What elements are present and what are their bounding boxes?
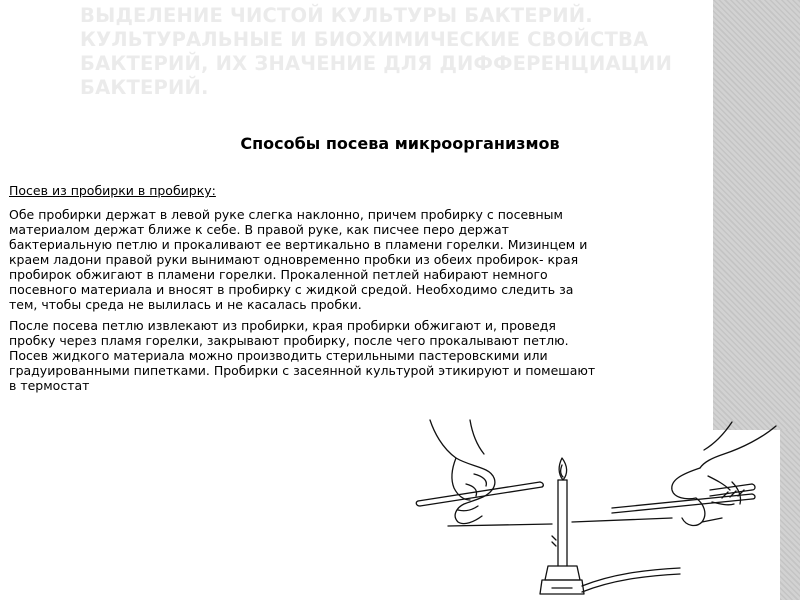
slide-title-line: БАКТЕРИЙ, ИХ ЗНАЧЕНИЕ ДЛЯ ДИФФЕРЕНЦИАЦИИ <box>80 52 673 75</box>
paragraph-line: градуированными пипетками. Пробирки с засеянной культурой этикируют и помешают <box>9 363 596 378</box>
slide-title-line: ВЫДЕЛЕНИЕ ЧИСТОЙ КУЛЬТУРЫ БАКТЕРИЙ. <box>80 4 593 27</box>
paragraph-line: Посев жидкого материала можно производить стерильными пастеровскими или <box>9 348 548 363</box>
paragraph-line: Обе пробирки держат в левой руке слегка наклонно, причем пробирку с посевным <box>9 207 563 222</box>
test-tube-left-drawing <box>416 482 543 506</box>
paragraph-line: посевного материала и вносят в пробирку с жидкой средой. Необходимо следить за <box>9 282 574 297</box>
paragraph-line: в термостат <box>9 378 90 393</box>
decorative-side-strip-edge <box>780 430 800 600</box>
bench-line-drawing <box>448 518 672 526</box>
left-hand-drawing <box>430 420 495 524</box>
section-heading: Посев из пробирки в пробирку: <box>9 183 216 198</box>
slide-body <box>9 183 727 399</box>
paragraph-line: пробку через пламя горелки, закрывают пробирку, после чего прокалывают петлю. <box>9 333 569 348</box>
inoculation-illustration <box>412 418 780 600</box>
paragraph-line: материалом держат ближе к себе. В правой руке, как писчее перо держат <box>9 222 509 237</box>
slide-title-line: БАКТЕРИЙ. <box>80 76 209 99</box>
paragraph-line: пробирок обжигают в пламени горелки. Прокаленной петлей набирают немного <box>9 267 548 282</box>
gas-burner-drawing <box>540 458 680 594</box>
slide-subtitle: Способы посева микроорганизмов <box>240 134 560 153</box>
slide-title <box>80 4 680 100</box>
paragraph-line: тем, чтобы среда не вылилась и не касалась пробки. <box>9 297 362 312</box>
paragraph-line: бактериальную петлю и прокаливают ее вертикально в пламени горелки. Мизинцем и <box>9 237 588 252</box>
slide-title-line: КУЛЬТУРАЛЬНЫЕ И БИОХИМИЧЕСКИЕ СВОЙСТВА <box>80 28 649 51</box>
paragraph-1 <box>9 207 727 312</box>
paragraph-line: После посева петлю извлекают из пробирки, края пробирки обжигают и, проведя <box>9 318 556 333</box>
paragraph-line: краем ладони правой руки вынимают одновременно пробки из обеих пробирок- края <box>9 252 579 267</box>
right-hand-drawing <box>612 422 776 525</box>
paragraph-2 <box>9 318 727 393</box>
